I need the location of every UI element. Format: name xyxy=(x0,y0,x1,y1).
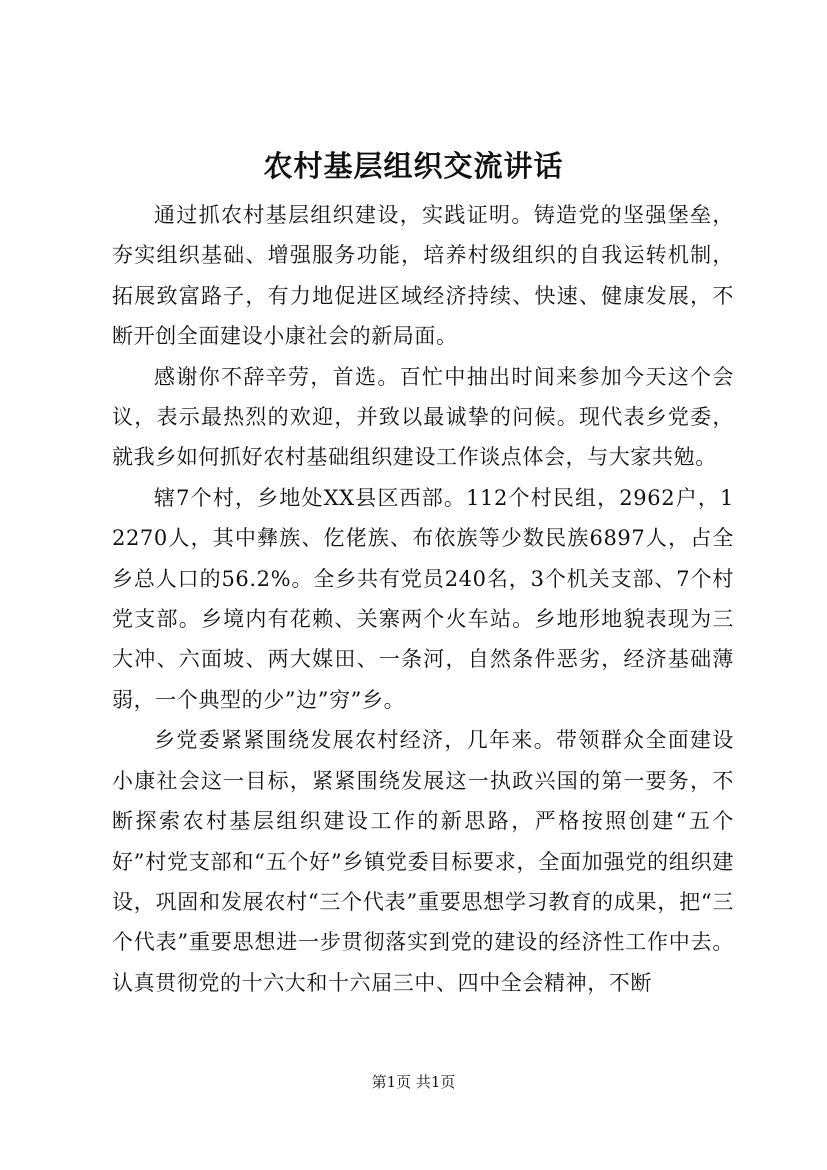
page-number-footer: 第1页 共1页 xyxy=(371,1073,456,1091)
paragraph-3: 辖7个村，乡地处XX县区西部。112个村民组，2962户，12270人，其中彝族、仡佬族、布依族等少数民族6897人，占全乡总人口的56.2%。全乡共有党员240名，3个机关支部、7个村党支部。乡境内有花赖、关寨两个火车站。乡地形地貌表现为三大冲、六面坡、两大媒田、一条河，自然条件恶劣，经济基础薄弱，一个典型的少”边”穷”乡。 xyxy=(112,485,734,712)
paragraph-2: 感谢你不辞辛劳，首选。百忙中抽出时间来参加今天这个会议，表示最热烈的欢迎，并致以最诚挚的问候。现代表乡党委，就我乡如何抓好农村基础组织建设工作谈点体会，与大家共勉。 xyxy=(112,364,734,470)
paragraph-4: 乡党委紧紧围绕发展农村经济，几年来。带领群众全面建设小康社会这一目标，紧紧围绕发展这一执政兴国的第一要务，不断探索农村基层组织建设工作的新思路，严格按照创建“五个好”村党支部和“五个好”乡镇党委目标要求，全面加强党的组织建设，巩固和发展农村“三个代表”重要思想学习教育的成果，把“三个代表”重要思想进一步贯彻落实到党的建设的经济性工作中去。认真贯彻党的十六大和十六届三中、四中全会精神，不断 xyxy=(112,728,734,995)
document-body xyxy=(112,195,734,1003)
document-title: 农村基层组织交流讲话 xyxy=(263,149,564,183)
paragraph-1: 通过抓农村基层组织建设，实践证明。铸造党的坚强堡垒，夯实组织基础、增强服务功能，培养村级组织的自我运转机制，拓展致富路子，有力地促进区域经济持续、快速、健康发展，不断开创全面建设小康社会的新局面。 xyxy=(112,203,734,349)
